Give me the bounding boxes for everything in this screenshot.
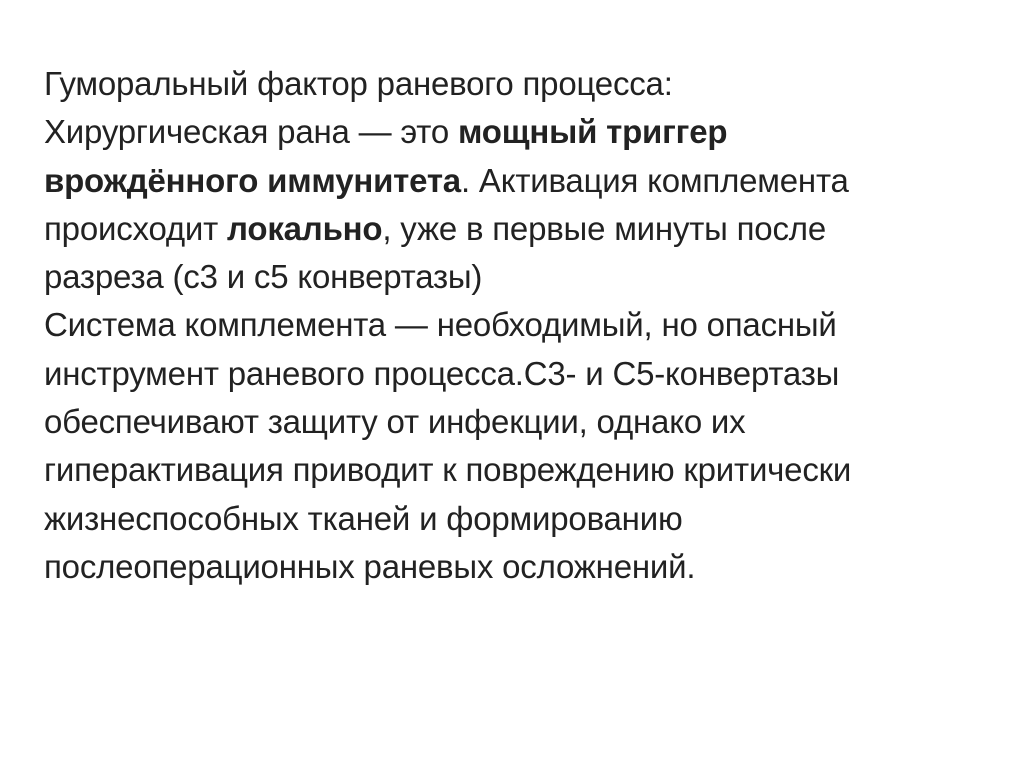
text-line [44, 253, 1004, 301]
text-segment: инструмент раневого процесса.С3- и С5-конвертазы [44, 354, 840, 392]
bold-text-segment: врождённого иммунитета [44, 161, 461, 199]
text-line [44, 398, 1004, 446]
text-segment: разреза (с3 и с5 конвертазы) [44, 258, 483, 296]
text-segment: гиперактивация приводит к повреждению критически [44, 451, 852, 489]
bold-text-segment: локально [227, 209, 383, 247]
text-segment: Хирургическая рана — это [44, 113, 458, 151]
text-segment: Гуморальный фактор раневого процесса: [44, 65, 673, 102]
text-line [44, 495, 1004, 543]
text-line [44, 60, 1004, 108]
text-line [44, 157, 1004, 205]
text-line [44, 543, 1004, 591]
text-line [44, 446, 1004, 494]
text-line [44, 350, 1004, 398]
text-line [44, 301, 1004, 349]
text-segment: Система комплемента — необходимый, но опасный [44, 306, 837, 344]
text-segment: , уже в первые минуты после [382, 209, 826, 247]
text-segment: . Активация комплемента [460, 161, 849, 199]
text-line [44, 205, 1004, 253]
text-line [44, 108, 1004, 156]
text-segment: жизнеспособных тканей и формированию [44, 499, 683, 537]
bold-text-segment: мощный триггер [457, 113, 728, 151]
text-segment: обеспечивают защиту от инфекции, однако их [44, 403, 746, 441]
text-segment: послеоперационных раневых осложнений. [44, 547, 696, 585]
slide-body-text [44, 60, 1004, 591]
text-segment: происходит [44, 209, 228, 247]
